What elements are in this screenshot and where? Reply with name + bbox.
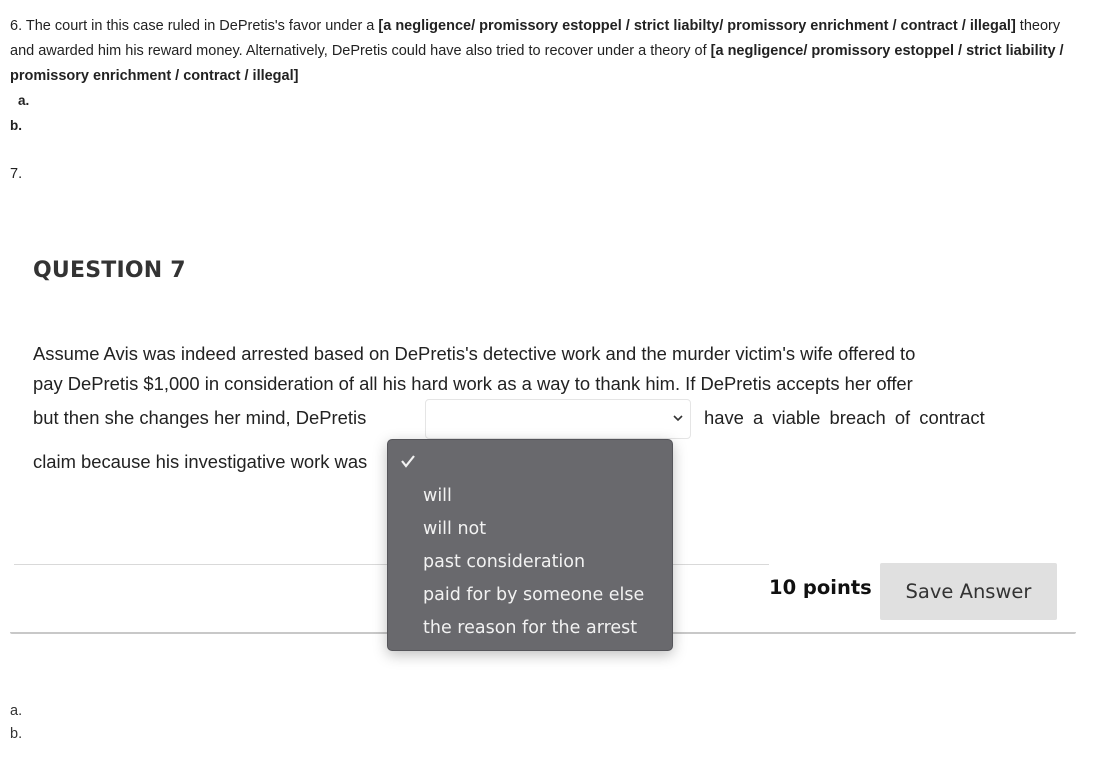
answer-label-b: b. [10,726,23,742]
question-line-1: Assume Avis was indeed arrested based on DePretis's detective work and the murder victim's wife offered to [33,343,916,364]
question-line-2: pay DePretis $1,000 in consideration of all his hard work as a way to thank him. If DePretis accepts her offer [33,373,913,394]
question-line-3-end: have a viable breach of contract [704,407,985,428]
chevron-down-icon [673,413,683,423]
question-line-4: claim because his investigative work was [33,451,368,472]
q6-text-a: 6. The court in this case ruled in DePretis's favor under a [10,18,379,34]
q6-sub-a: a. [18,93,30,108]
question-line-3-start: but then she changes her mind, DePretis [33,407,367,428]
dropdown-option-past-consideration[interactable]: past consideration [423,552,586,572]
item-number-7: 7. [10,166,23,182]
points-label: 10 points [769,576,872,599]
q6-text-b: theory and awarded him his reward money. Alternatively, DePretis could have also tried to recover under a theory of [10,18,1061,59]
question-title: QUESTION 7 [33,258,186,283]
dropdown-option-reason-for-arrest[interactable]: the reason for the arrest [423,618,638,638]
answer-dropdown-menu[interactable] [387,439,673,651]
q6-choices-b: [a negligence/ promissory estoppel / strict liability / promissory enrichment / contract / illegal] [10,43,1064,84]
question-6-text [10,14,1080,89]
checkmark-icon [400,453,416,469]
answer-label-a: a. [10,703,23,719]
save-answer-button[interactable]: Save Answer [880,563,1057,620]
q6-choices-a: [a negligence/ promissory estoppel / strict liabilty/ promissory enrichment / contract / illegal] [378,18,1016,34]
answer-select[interactable] [425,399,691,439]
q6-sub-b: b. [10,118,22,133]
dropdown-option-will-not[interactable]: will not [423,519,487,539]
dropdown-option-will[interactable]: will [423,486,452,506]
dropdown-option-paid-by-someone-else[interactable]: paid for by someone else [423,585,645,605]
